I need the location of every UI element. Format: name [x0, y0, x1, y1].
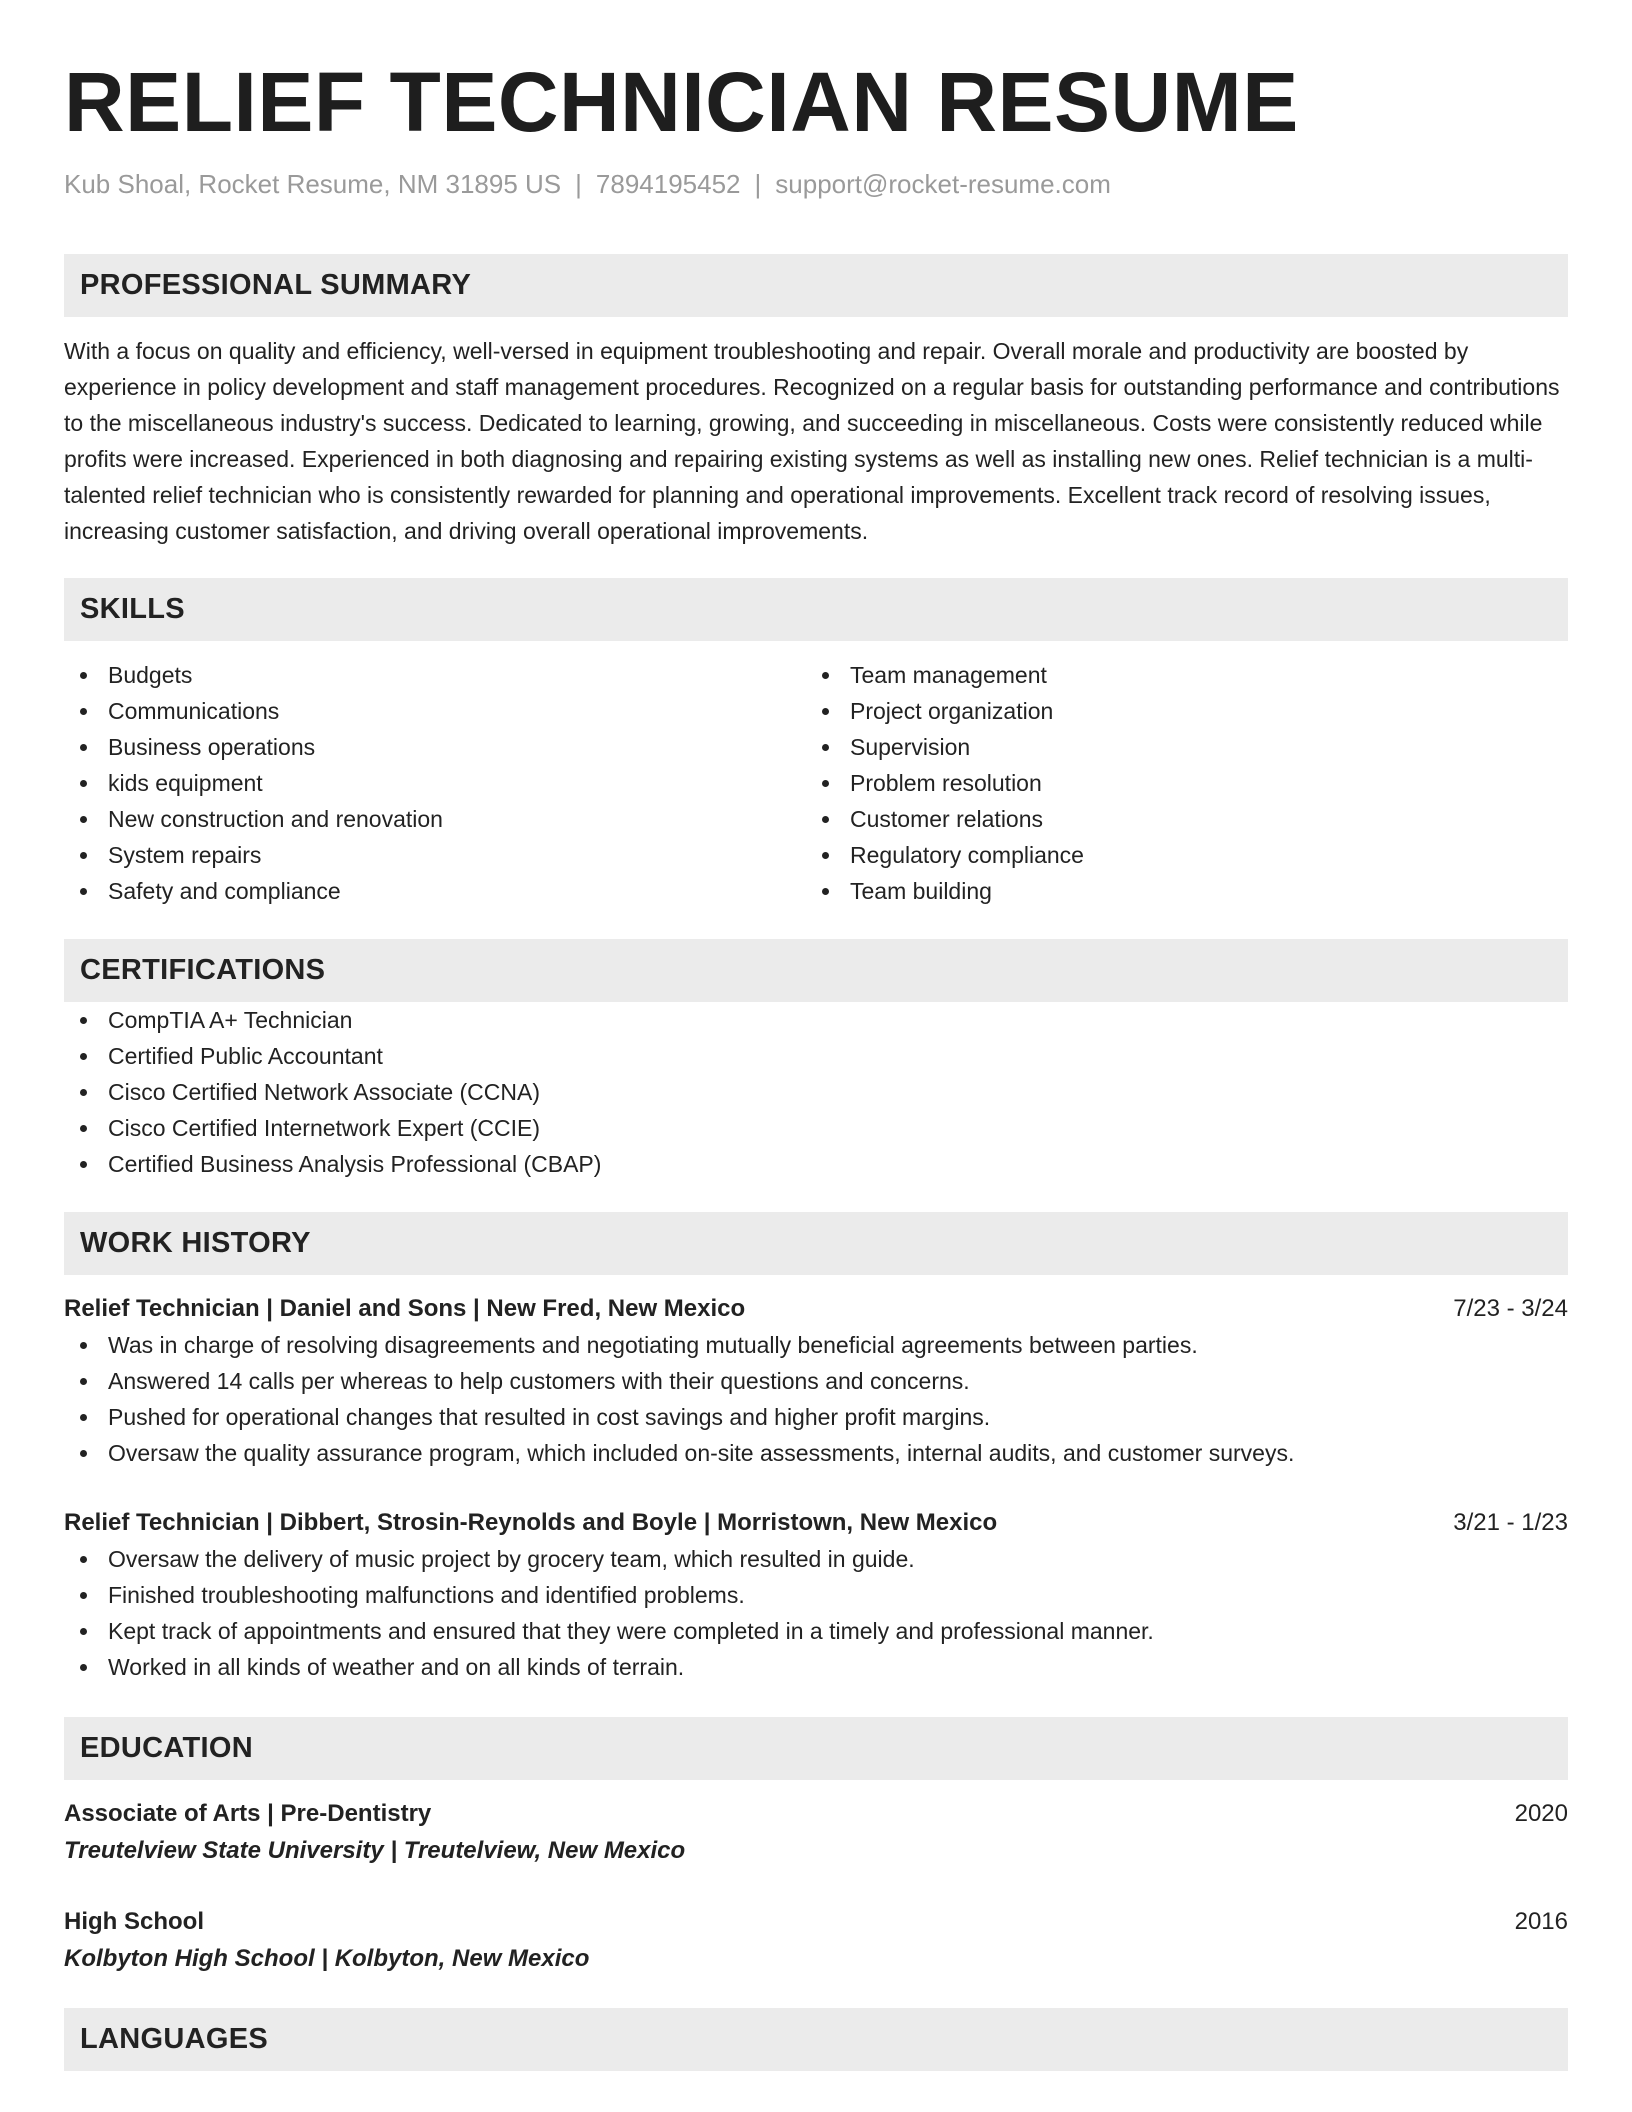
- section-heading-certifications: CERTIFICATIONS: [64, 939, 1568, 1002]
- skills-column-right: [806, 657, 1548, 909]
- certification-item: Cisco Certified Network Associate (CCNA): [64, 1074, 1568, 1110]
- section-heading-education: EDUCATION: [64, 1717, 1568, 1780]
- job-header: [64, 1291, 1568, 1327]
- skill-item: Regulatory compliance: [806, 837, 1548, 873]
- skill-item: Supervision: [806, 729, 1548, 765]
- contact-separator: |: [754, 169, 762, 199]
- summary-text: With a focus on quality and efficiency, well-versed in equipment troubleshooting and repair. Overall morale and productivity are boosted by experience in policy development and staff management procedures. Recognized on a regular basis for outstanding performance and contributions to the miscellaneous industry's success. Dedicated to learning, growing, and succeeding in miscellaneous. Costs were consistently reduced while profits were increased. Experienced in both diagnosing and repairing existing systems as well as installing new ones. Relief technician is a multi-talented relief technician who is consistently rewarded for planning and operational improvements. Excellent track record of resolving issues, increasing customer satisfaction, and driving overall operational improvements.: [64, 338, 1560, 544]
- job-title: Relief Technician | Daniel and Sons | New Fred, New Mexico: [64, 1295, 746, 1322]
- contact-line: [64, 166, 1568, 202]
- education-header: [64, 1904, 1568, 1940]
- skill-item: Project organization: [806, 693, 1548, 729]
- section-heading-work-history: WORK HISTORY: [64, 1212, 1568, 1275]
- certification-item: CompTIA A+ Technician: [64, 1002, 1568, 1038]
- skills-column-left: [64, 657, 806, 909]
- skill-item: System repairs: [64, 837, 806, 873]
- job-entry: [64, 1291, 1568, 1471]
- job-duties-list: [64, 1541, 1568, 1685]
- skill-item: Safety and compliance: [64, 873, 806, 909]
- certification-item: Certified Public Accountant: [64, 1038, 1568, 1074]
- skill-item: Business operations: [64, 729, 806, 765]
- education-entry: [64, 1904, 1568, 1978]
- contact-address: Kub Shoal, Rocket Resume, NM 31895 US: [64, 169, 562, 199]
- certifications-list: [64, 1002, 1568, 1182]
- job-header: [64, 1505, 1568, 1541]
- job-duty-item: Pushed for operational changes that resulted in cost savings and higher profit margins.: [64, 1399, 1568, 1435]
- certification-item: Certified Business Analysis Professional (CBAP): [64, 1146, 1568, 1182]
- section-heading-summary: PROFESSIONAL SUMMARY: [64, 254, 1568, 317]
- contact-phone: 7894195452: [595, 169, 741, 199]
- job-duty-item: Kept track of appointments and ensured that they were completed in a timely and professional manner.: [64, 1613, 1568, 1649]
- job-duty-item: Answered 14 calls per whereas to help customers with their questions and concerns.: [64, 1363, 1568, 1399]
- education-year: 2016: [1514, 1908, 1568, 1935]
- job-duty-item: Worked in all kinds of weather and on all kinds of terrain.: [64, 1649, 1568, 1685]
- job-duty-item: Oversaw the delivery of music project by grocery team, which resulted in guide.: [64, 1541, 1568, 1577]
- job-dates: 7/23 - 3/24: [1453, 1295, 1568, 1322]
- skill-item: Team building: [806, 873, 1548, 909]
- skill-item: Team management: [806, 657, 1548, 693]
- job-duties-list: [64, 1327, 1568, 1471]
- job-duty-item: Was in charge of resolving disagreements and negotiating mutually beneficial agreements between parties.: [64, 1327, 1568, 1363]
- education-header: [64, 1796, 1568, 1832]
- job-duty-item: Oversaw the quality assurance program, which included on-site assessments, internal audits, and customer surveys.: [64, 1435, 1568, 1471]
- skill-item: Customer relations: [806, 801, 1548, 837]
- skill-item: Problem resolution: [806, 765, 1548, 801]
- contact-email[interactable]: support@rocket-resume.com: [775, 169, 1111, 199]
- education-entry: [64, 1796, 1568, 1870]
- skill-item: Budgets: [64, 657, 806, 693]
- job-duty-item: Finished troubleshooting malfunctions and identified problems.: [64, 1577, 1568, 1613]
- resume-title: RELIEF TECHNICIAN RESUME: [64, 55, 1299, 149]
- education-school: Kolbyton High School | Kolbyton, New Mexico: [64, 1945, 590, 1972]
- certification-item: Cisco Certified Internetwork Expert (CCIE): [64, 1110, 1568, 1146]
- contact-separator: |: [575, 169, 582, 199]
- section-heading-skills: SKILLS: [64, 578, 1568, 641]
- education-degree: High School: [64, 1908, 204, 1935]
- job-title: Relief Technician | Dibbert, Strosin-Reynolds and Boyle | Morristown, New Mexico: [64, 1509, 998, 1536]
- skill-item: Communications: [64, 693, 806, 729]
- education-year: 2020: [1514, 1800, 1568, 1827]
- job-entry: [64, 1505, 1568, 1685]
- section-heading-languages: LANGUAGES: [64, 2008, 1568, 2071]
- education-degree: Associate of Arts | Pre-Dentistry: [64, 1800, 432, 1827]
- skill-item: New construction and renovation: [64, 801, 806, 837]
- skill-item: kids equipment: [64, 765, 806, 801]
- education-school: Treutelview State University | Treutelview, New Mexico: [64, 1837, 686, 1864]
- job-dates: 3/21 - 1/23: [1453, 1509, 1568, 1536]
- skills-list: [64, 657, 1568, 909]
